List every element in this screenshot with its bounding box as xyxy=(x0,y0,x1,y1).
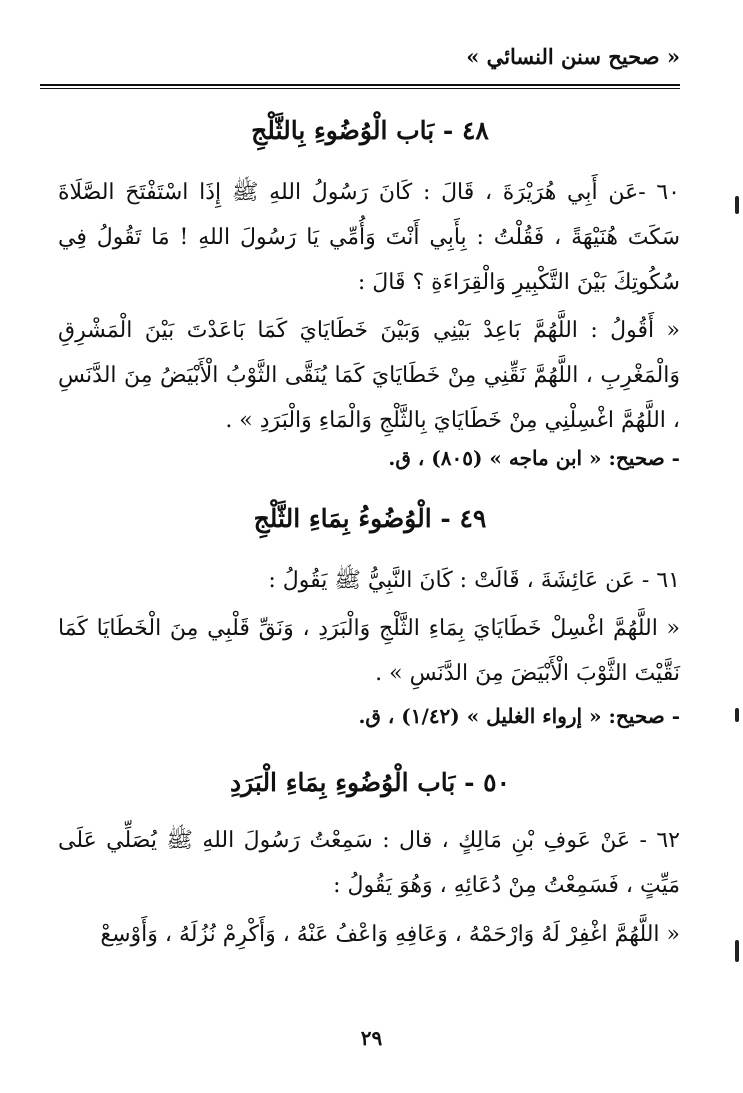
scan-edge-mark xyxy=(735,196,739,214)
hadith-62-dua xyxy=(58,912,680,957)
page-number: ٢٩ xyxy=(360,1026,383,1050)
hadith-text: ٦١ - عَن عَائِشَةَ ، قَالَتْ : كَانَ النَّبِيُّ ﷺ يَقُولُ : xyxy=(268,568,680,593)
dua-text: « اللَّهُمَّ اغْسِلْ خَطَايَايَ بِمَاءِ الثَّلْجِ وَالْبَرَدِ ، وَنَقِّ قَلْبِي مِنَ الْخَطَايَا كَمَا نَقَّيْتَ الثَّوْبَ الْأَبْيَضَ مِنَ الدَّنَسِ » . xyxy=(58,616,680,686)
chapter-heading-49: ٤٩ - الْوُضُوءُ بِمَاءِ الثَّلْجِ xyxy=(253,504,487,533)
hadith-60-text xyxy=(58,170,680,305)
hadith-60-grading: - صحيح: « ابن ماجه » (٨٠٥) ، ق. xyxy=(388,446,680,470)
header-rule-thin xyxy=(40,88,680,89)
hadith-text: ٦٢ - عَنْ عَوفِ بْنِ مَالِكٍ ، قال : سَمِعْتُ رَسُولَ اللهِ ﷺ يُصَلِّي عَلَى مَيِّتٍ ، فَسَمِعْتُ مِنْ دُعَائِهِ ، وَهُوَ يَقُولُ : xyxy=(58,828,680,898)
chapter-heading-50: ٥٠ - بَاب الْوُضُوءِ بِمَاءِ الْبَرَدِ xyxy=(229,768,511,797)
hadith-62-text xyxy=(58,818,680,908)
hadith-61-text xyxy=(58,558,680,603)
scan-edge-mark xyxy=(735,708,739,722)
hadith-61-grading: - صحيح: « إرواء الغليل » (١/٤٢) ، ق. xyxy=(358,704,680,728)
dua-text: « اللَّهُمَّ اغْفِرْ لَهُ وَارْحَمْهُ ، وَعَافِهِ وَاعْفُ عَنْهُ ، وَأَكْرِمْ نُزُلَهُ ، وَأَوْسِعْ xyxy=(100,922,680,947)
header-rule xyxy=(40,84,680,86)
hadith-60-dua xyxy=(58,308,680,443)
dua-text: « أَقُولُ : اللَّهُمَّ بَاعِدْ بَيْنِي وَبَيْنَ خَطَايَايَ كَمَا بَاعَدْتَ بَيْنَ الْمَشْرِقِ وَالْمَغْرِبِ ، اللَّهُمَّ نَقِّنِي مِنْ خَطَايَايَ كَمَا يُنَقَّى الثَّوْبُ الْأَبْيَضُ مِنَ الدَّنَسِ ، اللَّهُمَّ اغْسِلْنِي مِنْ خَطَايَايَ بِالثَّلْجِ وَالْمَاءِ وَالْبَرَدِ » . xyxy=(58,318,680,433)
hadith-61-dua xyxy=(58,606,680,696)
running-header: « صحيح سنن النسائي » xyxy=(466,44,680,69)
scan-edge-mark xyxy=(735,940,739,962)
hadith-text: ٦٠ -عَن أَبِي هُرَيْرَةَ ، قَالَ : كَانَ رَسُولُ اللهِ ﷺ إِذَا اسْتَفْتَحَ الصَّلَاةَ سَكَتَ هُنَيْهَةً ، فَقُلْتُ : بِأَبِي أَنْتَ وَأُمِّي يَا رَسُولَ اللهِ ! مَا تَقُولُ فِي سُكُوتِكَ بَيْنَ التَّكْبِيرِ وَالْقِرَاءَةِ ؟ قَالَ : xyxy=(58,180,680,295)
chapter-heading-48: ٤٨ - بَاب الْوُضُوءِ بِالثَّلْجِ xyxy=(251,116,489,145)
